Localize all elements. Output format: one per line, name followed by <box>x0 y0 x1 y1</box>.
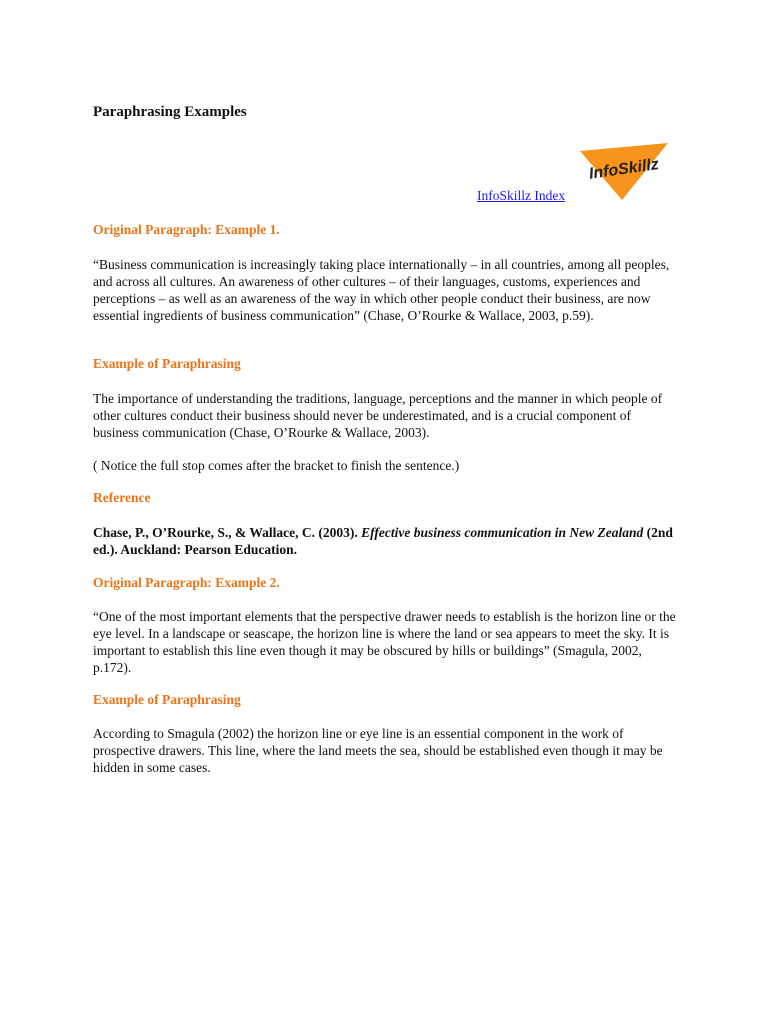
section2-heading: Original Paragraph: Example 2. <box>93 575 280 590</box>
reference-publication: (2nd ed.). Auckland: Pearson Education. <box>93 525 673 557</box>
reference-heading: Reference <box>93 490 151 505</box>
reference-authors: Chase, P., O’Rourke, S., & Wallace, C. (2003). <box>93 525 362 540</box>
page-title: Paraphrasing Examples <box>93 104 247 120</box>
reference-book-title: Effective business communication in New Zealand <box>361 525 644 540</box>
section2-text: “One of the most important elements that the perspective drawer needs to establish is the horizon line or the eye level. In a landscape or seascape, the horizon line is where the land or sea appears to meet the sky. It is important to establish this line even though it may be obscured by hills or buildings” (Smagula, 2002, p.172). <box>93 609 676 675</box>
paraphrase2-heading: Example of Paraphrasing <box>93 692 241 707</box>
paraphrase1-note: ( Notice the full stop comes after the bracket to finish the sentence.) <box>93 458 460 473</box>
infoskillz-logo <box>578 141 670 201</box>
reference-citation <box>93 524 678 558</box>
logo-text: InfoSkillz <box>587 156 660 183</box>
paraphrase1-text: The importance of understanding the traditions, language, perceptions and the manner in which people of other cultures conduct their business should never be underestimated, and is a crucial component of business communication (Chase, O’Rourke & Wallace, 2003). <box>93 391 663 440</box>
section1-text: “Business communication is increasingly taking place internationally – in all countries, among all peoples, and across all cultures. An awareness of other cultures – of their languages, customs, experiences and perceptions – as well as an awareness of the way in which other people conduct their business, are now essential ingredients of business communication” (Chase, O’Rourke & Wallace, 2003, p.59). <box>93 257 670 323</box>
paraphrase1-heading: Example of Paraphrasing <box>93 356 241 371</box>
section1-heading: Original Paragraph: Example 1. <box>93 222 280 237</box>
infoskillz-index-link[interactable]: InfoSkillz Index <box>477 188 566 203</box>
paraphrase2-text: According to Smagula (2002) the horizon line or eye line is an essential component in the work of prospective drawers. This line, where the land meets the sea, should be established even though it may be hidden in some cases. <box>93 726 663 775</box>
